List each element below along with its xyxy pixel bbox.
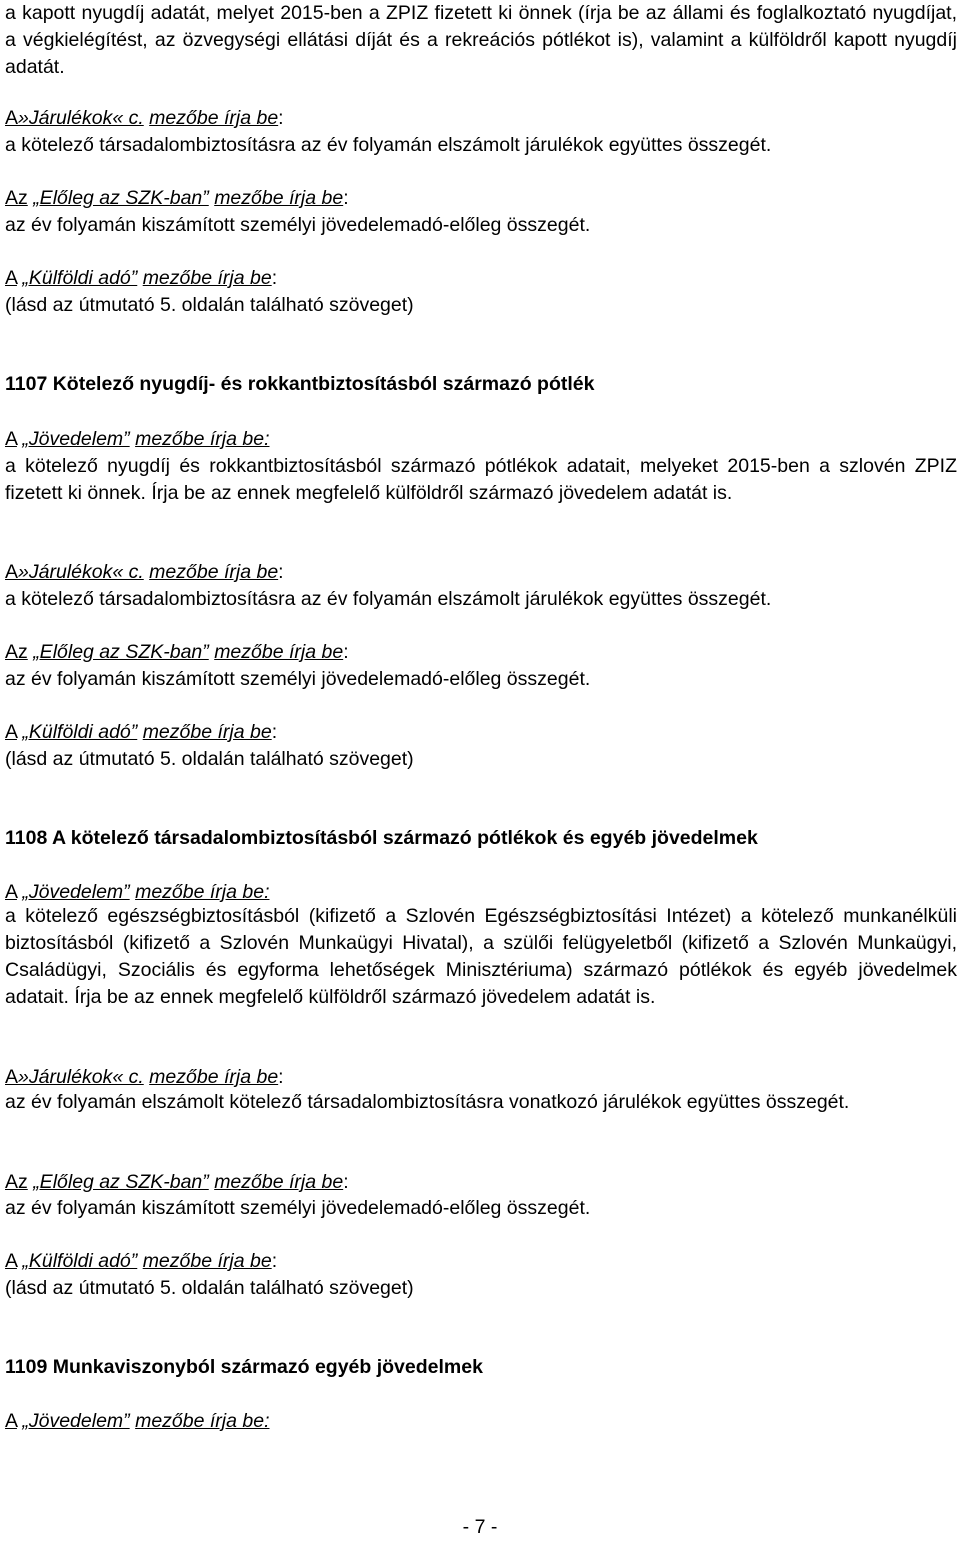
jarulekok-label: A»Járulékok« c. mezőbe írja be: [5,107,284,129]
eloleg-text: az év folyamán kiszámított személyi jövedelemadó-előleg összegét. [5,214,591,236]
kulfoldi-ado-label: A „Külföldi adó” mezőbe írja be: [5,1250,278,1272]
jovedelem-label: A „Jövedelem” mezőbe írja be: [5,428,270,450]
kulfoldi-ado-text: (lásd az útmutató 5. oldalán található szöveget) [5,748,414,770]
jarulekok-text: a kötelező társadalombiztosításra az év folyamán elszámolt járulékok együttes összegét. [5,134,772,156]
eloleg-label: Az „Előleg az SZK-ban” mezőbe írja be: [5,641,349,663]
kulfoldi-ado-label: A „Külföldi adó” mezőbe írja be: [5,267,278,289]
section-heading-1108: 1108 A kötelező társadalombiztosításból származó pótlékok és egyéb jövedelmek [5,827,758,849]
eloleg-text: az év folyamán kiszámított személyi jövedelemadó-előleg összegét. [5,668,591,690]
kulfoldi-ado-text: (lásd az útmutató 5. oldalán található szöveget) [5,1277,414,1299]
jarulekok-label: A»Járulékok« c. mezőbe írja be: [5,561,284,583]
jovedelem-label: A „Jövedelem” mezőbe írja be: [5,881,270,903]
eloleg-text: az év folyamán kiszámított személyi jövedelemadó-előleg összegét. [5,1197,591,1219]
jovedelem-text: a kötelező nyugdíj és rokkantbiztosításból származó pótlékok adatait, melyeket 2015-ben a szlovén ZPIZ fizetett ki önnek. Írja be az ennek megfelelő külföldről származó jövedelem adatát is. [5,455,957,504]
kulfoldi-ado-label: A „Külföldi adó” mezőbe írja be: [5,721,278,743]
section-heading-1107: 1107 Kötelező nyugdíj- és rokkantbiztosításból származó pótlék [5,373,595,395]
section-heading-1109: 1109 Munkaviszonyból származó egyéb jövedelmek [5,1356,483,1378]
jarulekok-text: a kötelező társadalombiztosításra az év folyamán elszámolt járulékok együttes összegét. [5,588,772,610]
eloleg-label: Az „Előleg az SZK-ban” mezőbe írja be: [5,187,349,209]
jovedelem-text: a kötelező egészségbiztosításból (kifizető a Szlovén Egészségbiztosítási Intézet) a kötelező munkanélküli biztosításból (kifizető a Szlovén Munkaügyi Hivatal), a szülői felügyeletből (kifizető a Szlovén Munkaügyi, Családügyi, Szociális és egyforma lehetőségek Minisztériuma) származó pótlékok és egyéb jövedelmek adatait. Írja be az ennek megfelelő külföldről származó jövedelem adatát is. [5,905,957,1008]
intro-paragraph: a kapott nyugdíj adatát, melyet 2015-ben a ZPIZ fizetett ki önnek (írja be az állami és foglalkoztató nyugdíjat, a végkielégítést, az özvegységi ellátási díját és a rekreációs pótlékot is), valamint a külföldről kapott nyugdíj adatát. [5,2,957,78]
jarulekok-label: A»Járulékok« c. mezőbe írja be: [5,1066,284,1088]
eloleg-label: Az „Előleg az SZK-ban” mezőbe írja be: [5,1171,349,1193]
page-number: - 7 - [462,1516,498,1538]
jovedelem-label: A „Jövedelem” mezőbe írja be: [5,1410,270,1432]
kulfoldi-ado-text: (lásd az útmutató 5. oldalán található szöveget) [5,294,414,316]
jarulekok-text: az év folyamán elszámolt kötelező társadalombiztosításra vonatkozó járulékok együttes összegét. [5,1091,850,1113]
